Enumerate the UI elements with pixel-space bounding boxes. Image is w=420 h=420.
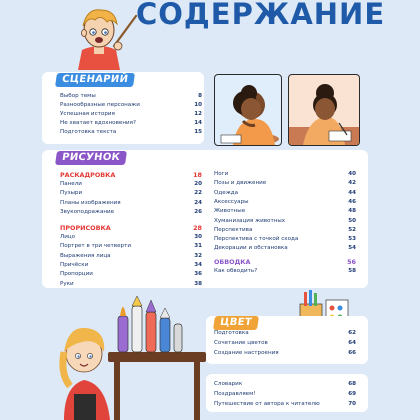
toc-entry[interactable] (214, 329, 356, 338)
toc-entry[interactable] (60, 280, 202, 289)
toc-entry[interactable] (60, 252, 202, 261)
toc-entry-page: 26 (194, 208, 202, 215)
color-tag: ЦВЕТ (213, 316, 259, 330)
toc-entry-page: 66 (348, 350, 356, 356)
toc-entry-page: 38 (194, 280, 202, 287)
toc-entry-title: Выражения лица (60, 252, 111, 259)
toc-entry[interactable] (214, 380, 356, 389)
toc-entry[interactable] (214, 400, 356, 409)
outline-page: 56 (347, 258, 356, 266)
toc-entry[interactable] (214, 267, 356, 276)
toc-entry-page: 24 (194, 199, 202, 206)
toc-entry-page: 53 (348, 236, 356, 243)
toc-entry-title: Создание настроения (214, 350, 279, 356)
toc-entry[interactable] (214, 235, 356, 244)
toc-entry-title: Поздравляем! (214, 391, 256, 397)
storyboard-title: РАСКАДРОВКА (60, 171, 116, 179)
storyboard-heading (60, 171, 202, 180)
toc-entry-title: Причёски (60, 261, 89, 268)
outline-heading (214, 258, 356, 267)
toc-entry[interactable] (214, 207, 356, 216)
toc-entry-page: 34 (194, 261, 202, 268)
detailing-heading (60, 224, 202, 233)
toc-entry-title: Звукоподражание (60, 208, 115, 215)
toc-entry-title: Аксессуары (214, 198, 249, 205)
toc-entry[interactable] (214, 198, 356, 207)
toc-entry[interactable] (60, 119, 202, 128)
toc-entry-page: 54 (348, 245, 356, 252)
toc-entry-page: 46 (348, 198, 356, 205)
toc-entry-page: 44 (348, 189, 356, 196)
comic-panel-writing (288, 74, 360, 146)
toc-entry-page: 10 (194, 102, 202, 108)
toc-entry[interactable] (60, 233, 202, 242)
toc-entry-title: Разнообразные персонажи (60, 102, 140, 108)
page-title: СОДЕРЖАНИЕ (136, 0, 386, 31)
toc-entry[interactable] (214, 349, 356, 358)
outline-title: ОБВОДКА (214, 258, 251, 266)
toc-entry-page: 12 (194, 111, 202, 117)
toc-entry-page: 20 (194, 181, 202, 187)
toc-entry-page: 14 (194, 120, 202, 126)
girl-with-brushes-illustration (56, 296, 206, 420)
toc-entry-title: Выбор темы (60, 93, 96, 99)
toc-entry[interactable] (60, 261, 202, 270)
toc-entry[interactable] (60, 242, 202, 251)
toc-entry[interactable] (60, 208, 202, 217)
toc-entry-page: 62 (348, 330, 356, 336)
toc-entry-title: Путешествие от автора к читателю (214, 401, 320, 407)
toc-entry-title: Подготовка (214, 330, 249, 336)
comic-panel-thinking (214, 74, 282, 146)
toc-entry-page: 68 (348, 381, 356, 387)
toc-entry-title: Портрет в три четверти (60, 243, 131, 250)
toc-entry-title: Планы изображения (60, 199, 121, 206)
toc-entry-title: Как обводить? (214, 268, 258, 274)
toc-entry-title: Перспектива с точкой схода (214, 236, 299, 243)
toc-entry-page: 52 (348, 226, 356, 233)
toc-entry-page: 15 (194, 129, 202, 135)
toc-entry[interactable] (214, 217, 356, 226)
toc-entry-page: 22 (194, 190, 202, 197)
toc-entry-page: 50 (348, 217, 356, 224)
toc-entry[interactable] (214, 189, 356, 198)
toc-entry-title: Животные (214, 208, 246, 215)
toc-entry-title: Одежда (214, 189, 239, 196)
toc-entry[interactable] (60, 128, 202, 137)
toc-entry-title: Руки (60, 280, 74, 287)
toc-entry[interactable] (214, 226, 356, 235)
toc-entry-page: 70 (348, 401, 356, 407)
toc-entry[interactable] (60, 199, 202, 208)
toc-entry-page: 69 (348, 391, 356, 397)
toc-entry-title: Позы и движение (214, 180, 267, 187)
drawing-tag: РИСУНОК (55, 151, 127, 165)
toc-entry[interactable] (60, 110, 202, 119)
toc-entry-title: Не хватает вдохновения? (60, 120, 136, 126)
toc-entry-page: 48 (348, 208, 356, 215)
toc-entry-page: 42 (348, 180, 356, 187)
toc-entry-page: 40 (348, 171, 356, 177)
toc-entry[interactable] (60, 180, 202, 189)
toc-entry-page: 58 (348, 268, 356, 274)
toc-entry-title: Хуманизация животных (214, 217, 286, 224)
toc-entry-title: Успешная история (60, 111, 115, 117)
toc-entry[interactable] (60, 92, 202, 101)
toc-entry[interactable] (60, 270, 202, 279)
toc-entry-page: 32 (194, 252, 202, 259)
storyboard-page: 18 (193, 171, 202, 179)
toc-entry-title: Панели (60, 181, 82, 187)
toc-entry-title: Ноги (214, 171, 229, 177)
toc-entry[interactable] (214, 390, 356, 399)
detailing-page: 28 (193, 224, 202, 232)
detailing-title: ПРОРИСОВКА (60, 224, 111, 232)
toc-entry-page: 8 (198, 93, 202, 99)
toc-entry[interactable] (214, 244, 356, 253)
toc-entry-title: Перспектива (214, 226, 253, 233)
toc-entry-title: Сочетание цветов (214, 340, 268, 346)
scenario-tag: СЦЕНАРИЙ (55, 73, 135, 87)
toc-entry-title: Декорации и обстановка (214, 245, 288, 252)
boy-teacher-illustration (70, 6, 140, 70)
toc-entry[interactable] (60, 189, 202, 198)
toc-entry[interactable] (214, 179, 356, 188)
toc-entry-title: Пузыри (60, 190, 83, 197)
toc-entry-page: 36 (194, 271, 202, 278)
toc-entry-page: 64 (348, 340, 356, 346)
toc-entry-title: Лицо (60, 234, 76, 240)
toc-entry[interactable] (214, 170, 356, 179)
toc-entry-title: Словарик (214, 381, 243, 387)
toc-entry[interactable] (60, 101, 202, 110)
toc-entry-page: 30 (194, 234, 202, 240)
toc-entry[interactable] (214, 339, 356, 348)
toc-entry-title: Пропорции (60, 271, 93, 278)
toc-entry-title: Подготовка текста (60, 129, 117, 135)
toc-entry-page: 31 (194, 243, 202, 250)
